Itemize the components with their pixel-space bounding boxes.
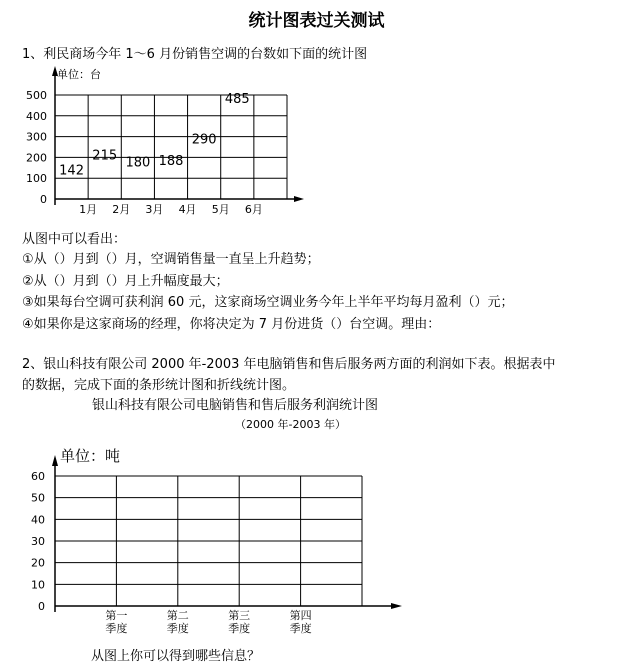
q2-prompt-2: 的数据，完成下面的条形统计图和折线统计图。 (22, 378, 296, 393)
x-tick-label: 季度 (105, 622, 128, 635)
y-tick-label: 40 (31, 513, 45, 527)
q2-unit: 单位：吨 (60, 447, 121, 465)
x-tick-label: 1月 (79, 203, 98, 216)
y-tick-label: 200 (26, 151, 47, 165)
y-tick-label: 100 (26, 172, 47, 186)
x-tick-label: 第一 (105, 609, 128, 622)
y-tick-label: 20 (31, 556, 45, 570)
data-value-label: 180 (125, 155, 151, 171)
y-tick-label: 60 (31, 470, 45, 483)
q1-prompt: 1、利民商场今年 1～6 月份销售空调的台数如下面的统计图 (22, 47, 368, 62)
x-axis-arrow (391, 603, 402, 609)
x-tick-label: 第四 (289, 609, 312, 622)
q1-line-4: ④如果你是这家商场的经理，你将决定为 7 月份进货（）台空调。理由： (22, 317, 441, 332)
q1-line-0: 从图中可以看出： (22, 232, 127, 247)
data-value-label: 142 (59, 163, 84, 179)
unit-label: 单位：台 (57, 68, 101, 81)
q2-chart-subtitle: （2000 年-2003 年） (235, 418, 346, 431)
y-axis-arrow (52, 455, 58, 466)
q1-line-2: ②从（）月到（）月上升幅度最大； (22, 274, 229, 289)
x-labels (105, 609, 311, 635)
data-value-label: 290 (191, 132, 217, 148)
y-tick-label: 300 (26, 130, 47, 144)
x-tick-label: 6月 (244, 203, 263, 216)
x-tick-label: 2月 (112, 203, 131, 216)
x-axis-arrow (294, 196, 304, 202)
q2-prompt-1: 2、银山科技有限公司 2000 年-2003 年电脑销售和售后服务两方面的利润如下表。根据表中 (22, 357, 556, 372)
x-tick-label: 第三 (228, 609, 251, 622)
q2-footer: 从图上你可以得到哪些信息？ (91, 649, 261, 664)
y-tick-label: 30 (31, 535, 45, 548)
profit-chart (31, 455, 402, 635)
q1-line-1: ①从（）月到（）月，空调销售量一直呈上升趋势； (22, 252, 320, 267)
q1-line-3: ③如果每台空调可获利润 60 元，这家商场空调业务今年上半年平均每月盈利（）元； (22, 295, 514, 310)
grid (55, 95, 287, 199)
x-tick-label: 季度 (166, 622, 189, 635)
q2-chart-title: 银山科技有限公司电脑销售和售后服务利润统计图 (92, 398, 379, 413)
y-ticks (31, 470, 45, 613)
page-title: 统计图表过关测试 (248, 11, 385, 31)
y-tick-label: 10 (31, 578, 45, 592)
sales-chart (26, 66, 304, 216)
y-tick-label: 500 (26, 89, 47, 102)
x-labels (79, 203, 263, 216)
x-tick-label: 3月 (145, 203, 164, 216)
x-tick-label: 季度 (289, 622, 312, 635)
y-tick-label: 400 (26, 109, 47, 123)
y-tick-label: 0 (38, 600, 45, 613)
x-tick-label: 5月 (211, 203, 230, 216)
y-ticks (26, 89, 47, 206)
x-tick-label: 4月 (178, 203, 197, 216)
x-tick-label: 第二 (166, 609, 189, 622)
data-value-label: 485 (224, 92, 250, 108)
data-value-label: 215 (92, 148, 118, 164)
y-tick-label: 50 (31, 491, 45, 505)
x-tick-label: 季度 (228, 622, 251, 635)
grid (55, 476, 362, 606)
y-tick-label: 0 (40, 193, 47, 206)
data-value-label: 188 (158, 153, 184, 169)
